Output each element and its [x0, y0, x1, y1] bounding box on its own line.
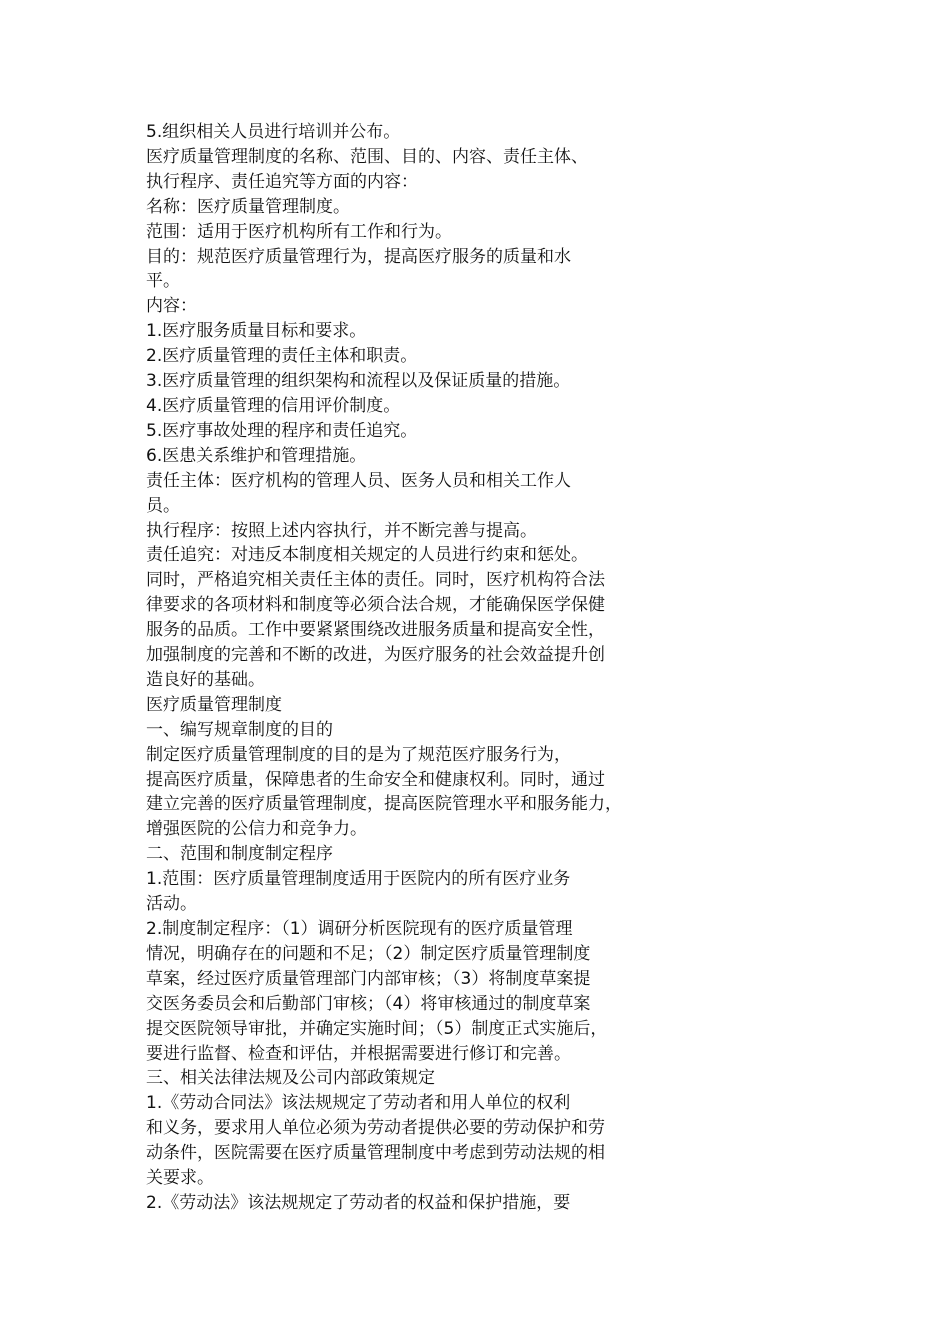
- text-line: 草案，经过医疗质量管理部门内部审核；（3）将制度草案提: [146, 968, 591, 989]
- text-line: 责任主体：医疗机构的管理人员、医务人员和相关工作人: [146, 470, 571, 491]
- text-line: 2.医疗质量管理的责任主体和职责。: [146, 346, 418, 367]
- text-line: 1.《劳动合同法》该法规规定了劳动者和用人单位的权利: [146, 1093, 571, 1114]
- text-line: 内容：: [146, 296, 197, 317]
- text-line: 名称：医疗质量管理制度。: [146, 196, 350, 217]
- text-line: 要进行监督、检查和评估，并根据需要进行修订和完善。: [146, 1043, 571, 1064]
- section-heading: 三、相关法律法规及公司内部政策规定: [146, 1068, 435, 1089]
- text-line: 6.医患关系维护和管理措施。: [146, 445, 367, 466]
- text-line: 执行程序：按照上述内容执行，并不断完善与提高。: [146, 520, 537, 541]
- text-line: 2.制度制定程序：（1）调研分析医院现有的医疗质量管理: [146, 919, 573, 939]
- text-line: 3.医疗质量管理的组织架构和流程以及保证质量的措施。: [146, 371, 571, 392]
- text-line: 平。: [146, 271, 180, 292]
- text-line: 造良好的基础。: [146, 669, 265, 690]
- section-title: 医疗质量管理制度: [146, 694, 282, 715]
- text-line: 1.医疗服务质量目标和要求。: [146, 321, 367, 342]
- text-line: 5.组织相关人员进行培训并公布。: [146, 122, 401, 142]
- text-line: 情况，明确存在的问题和不足；（2）制定医疗质量管理制度: [146, 943, 591, 964]
- text-line: 执行程序、责任追究等方面的内容：: [146, 171, 418, 192]
- text-line: 范围：适用于医疗机构所有工作和行为。: [146, 221, 452, 242]
- text-line: 制定医疗质量管理制度的目的是为了规范医疗服务行为，: [146, 744, 571, 765]
- text-line: 和义务，要求用人单位必须为劳动者提供必要的劳动保护和劳: [146, 1118, 605, 1139]
- text-line: 5.医疗事故处理的程序和责任追究。: [146, 420, 418, 441]
- text-line: 同时，严格追究相关责任主体的责任。同时，医疗机构符合法: [146, 570, 605, 591]
- text-line: 员。: [146, 495, 180, 516]
- text-line: 建立完善的医疗质量管理制度，提高医院管理水平和服务能力，: [146, 794, 622, 815]
- text-line: 提交医院领导审批，并确定实施时间；（5）制度正式实施后，: [146, 1018, 608, 1039]
- text-line: 责任追究：对违反本制度相关规定的人员进行约束和惩处。: [146, 545, 588, 566]
- text-line: 4.医疗质量管理的信用评价制度。: [146, 395, 401, 416]
- text-line: 交医务委员会和后勤部门审核；（4）将审核通过的制度草案: [146, 993, 591, 1014]
- section-heading: 一、编写规章制度的目的: [146, 719, 333, 740]
- text-line: 动条件，医院需要在医疗质量管理制度中考虑到劳动法规的相: [146, 1143, 605, 1164]
- text-line: 目的：规范医疗质量管理行为，提高医疗服务的质量和水: [146, 246, 571, 267]
- text-line: 增强医院的公信力和竞争力。: [146, 819, 367, 840]
- text-line: 活动。: [146, 894, 197, 915]
- section-heading: 二、范围和制度制定程序: [146, 844, 333, 865]
- text-line: 律要求的各项材料和制度等必须合法合规，才能确保医学保健: [146, 595, 605, 616]
- text-line: 1.范围：医疗质量管理制度适用于医院内的所有医疗业务: [146, 869, 571, 890]
- text-line: 提高医疗质量，保障患者的生命安全和健康权利。同时，通过: [146, 769, 605, 790]
- text-line: 医疗质量管理制度的名称、范围、目的、内容、责任主体、: [146, 146, 588, 167]
- text-line: 加强制度的完善和不断的改进，为医疗服务的社会效益提升创: [146, 645, 605, 666]
- text-line: 2.《劳动法》该法规规定了劳动者的权益和保护措施，要: [146, 1192, 571, 1213]
- text-line: 服务的品质。工作中要紧紧围绕改进服务质量和提高安全性，: [146, 620, 605, 641]
- document-page: [146, 120, 686, 1216]
- text-line: 关要求。: [146, 1168, 214, 1189]
